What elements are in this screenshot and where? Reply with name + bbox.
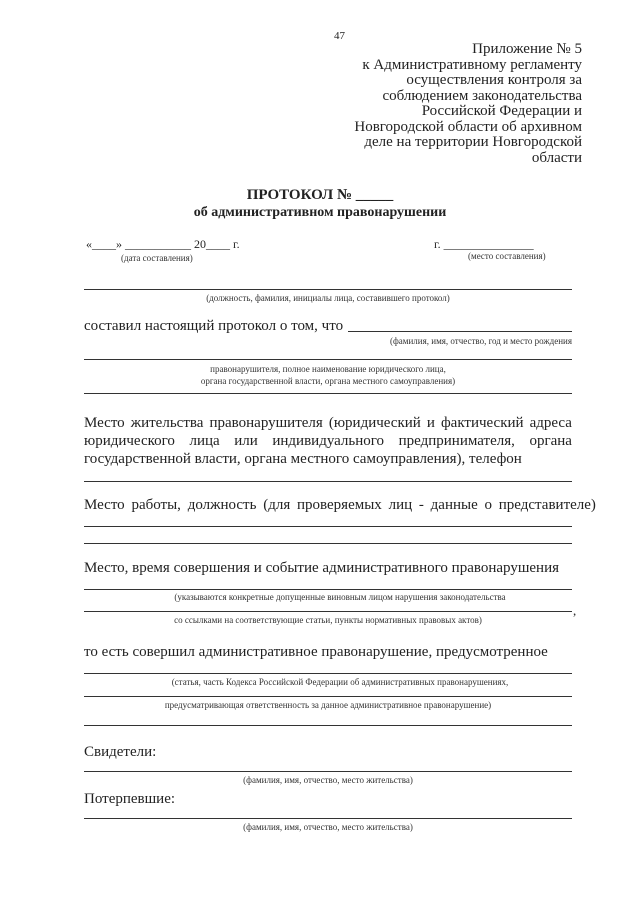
place-field: г. _______________ [434,237,534,251]
residence-word: жительства [130,415,204,431]
page-number: 47 [334,30,345,42]
work-word: лиц [388,497,413,513]
appendix-line: соблюдением законодательства [382,87,582,104]
residence-line-3: государственной власти, органа местного самоуправления), телефон [84,451,522,467]
composed-text: составил настоящий протокол о том, что [84,318,344,334]
residence-word: индивидуального [272,433,385,449]
offense-line-1 [84,673,572,674]
work-word: Место [84,497,125,513]
residence-word: или [234,433,258,449]
witnesses-line [84,771,572,772]
event-comma: , [573,603,577,618]
work-word: представителе) [498,497,596,513]
residence-word: юридического [84,433,175,449]
appendix-line: к Административному регламенту [362,56,582,73]
residence-word: органа [529,433,572,449]
work-word: - [418,497,424,513]
work-word: работы, [131,497,181,513]
residence-line-1 [84,415,572,432]
date-field: «____» ___________ 20____ г. [86,237,240,251]
appendix-line: деле на территории Новгородской [364,134,582,150]
residence-word: предпринимателя, [398,433,515,449]
event-caption-2: со ссылками на соответствующие статьи, пункты нормативных правовых актов) [174,615,482,625]
protocol-title: ПРОТОКОЛ № _____ [246,187,394,203]
composed-caption-3: органа государственной власти, органа местного самоуправления) [200,376,456,386]
offense-caption-1: (статья, часть Кодекса Российской Федерации об административных правонарушениях, [171,677,509,687]
work-line [84,497,596,514]
victims-line [84,818,572,819]
composed-line-2 [84,359,572,360]
residence-word: фактический [440,415,524,431]
work-word: (для [263,497,291,513]
residence-word: адреса [529,415,572,431]
victims-label: Потерпевшие: [84,791,176,807]
residence-word: лица [189,433,220,449]
offense-caption-2: предусматривающая ответственность за данное административное правонарушение) [164,700,492,710]
residence-word: правонарушителя [209,415,323,431]
work-word: должность [187,497,257,513]
event-line-2 [84,611,572,612]
composed-line-3 [84,393,572,394]
work-word: проверяемых [297,497,382,513]
residence-line-2 [84,433,572,450]
composed-caption-1: (фамилия, имя, отчество, год и место рождения [389,336,572,346]
date-caption: (дата составления) [121,253,193,263]
event-line-1 [84,589,572,590]
appendix-block [322,42,582,166]
appendix-line: Российской Федерации и [421,103,582,119]
appendix-line: Приложение № 5 [472,41,582,57]
composed-caption-2: правонарушителя, полное наименование юридического лица, [210,364,446,374]
work-word: о [484,497,493,513]
residence-line-blank [84,481,572,482]
work-line-blank-1 [84,526,572,527]
work-word: данные [430,497,478,513]
witnesses-caption: (фамилия, имя, отчество, место жительства) [243,775,413,785]
event-text: Место, время совершения и событие административного правонарушения [84,560,559,576]
residence-word: и [426,415,435,431]
offense-line-3 [84,725,572,726]
residence-word: Место [84,415,125,431]
appendix-line: Новгородской области об архивном [354,118,582,135]
composer-caption: (должность, фамилия, инициалы лица, составившего протокол) [206,293,450,303]
residence-word: (юридический [328,415,421,431]
victims-caption: (фамилия, имя, отчество, место жительства) [243,822,413,832]
place-caption: (место составления) [468,251,546,261]
appendix-line: осуществления контроля за [406,72,582,88]
witnesses-label: Свидетели: [84,744,157,760]
work-line-blank-2 [84,543,572,544]
offense-text: то есть совершил административное правонарушение, предусмотренное [84,644,548,660]
composer-line [84,289,572,290]
appendix-line: области [531,149,582,166]
event-caption-1: (указываются конкретные допущенные виновным лицом нарушения законодательства [174,592,506,602]
offense-line-2 [84,696,572,697]
protocol-subtitle: об административном правонарушении [193,205,447,220]
composed-line [348,331,572,332]
